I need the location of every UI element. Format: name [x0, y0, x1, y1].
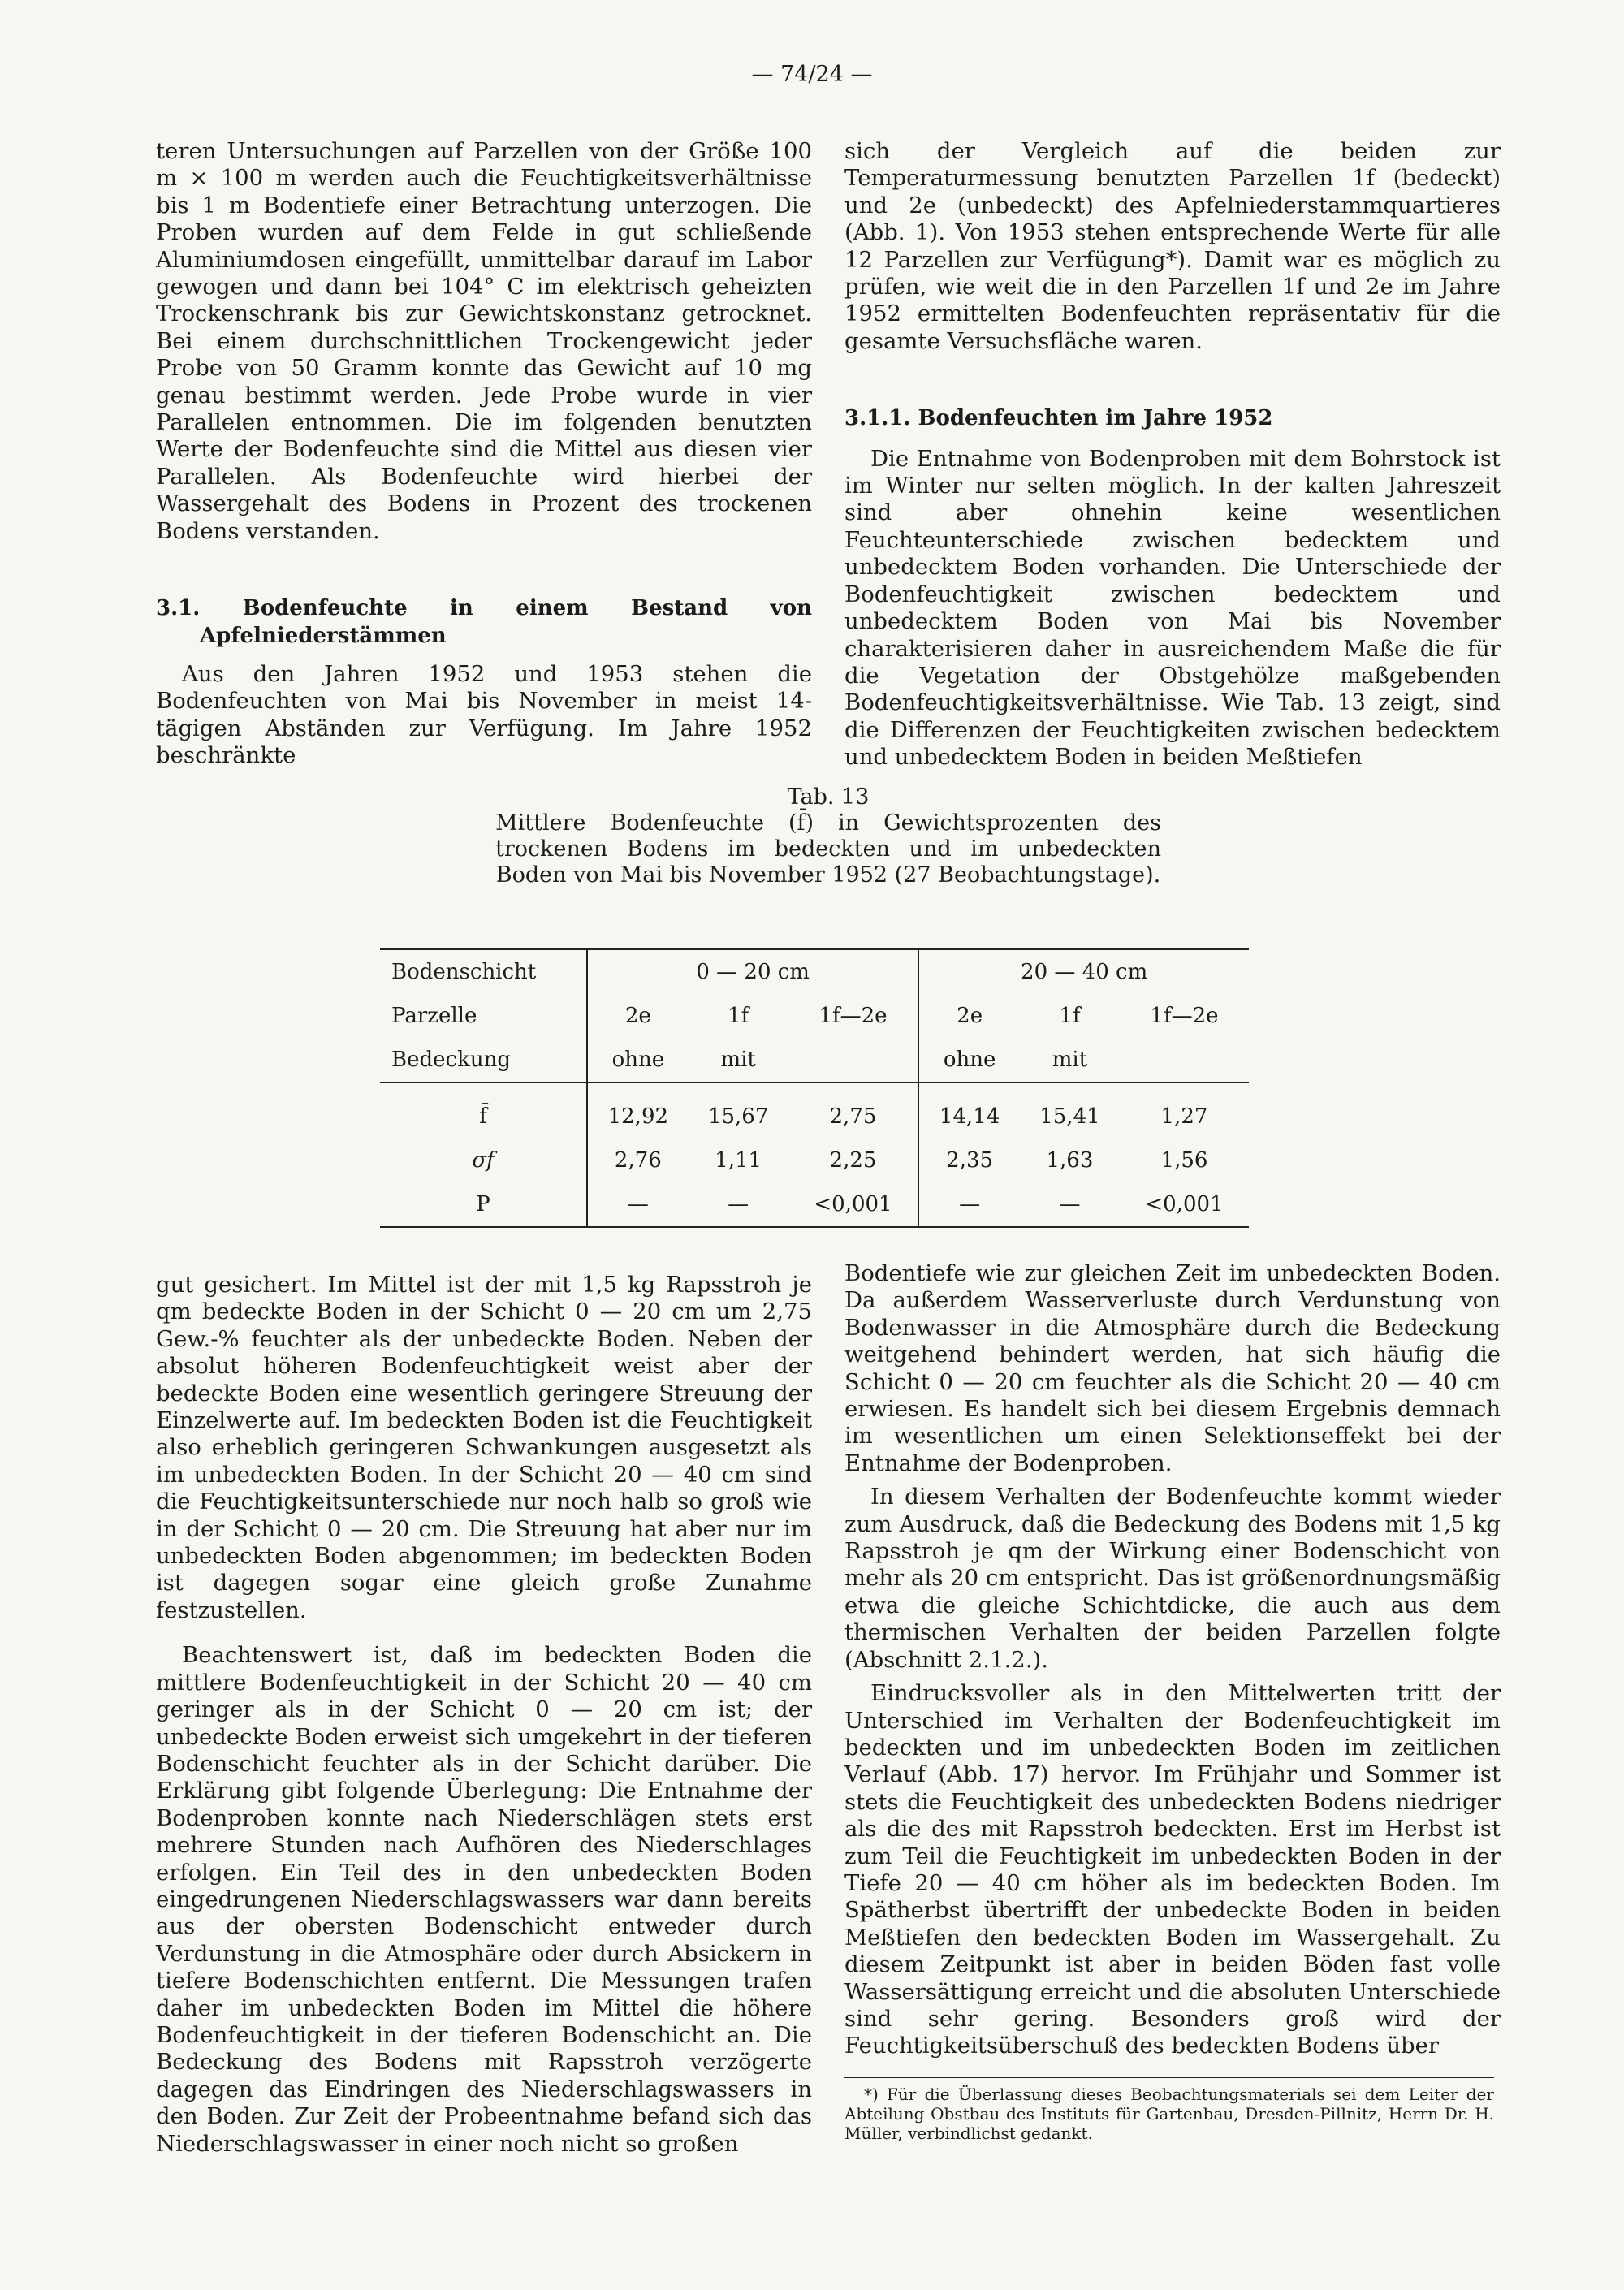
- table-number: Tab. 13: [787, 784, 870, 810]
- row-label: Bodenschicht: [380, 949, 587, 994]
- footnote-text: *) Für die Überlassung dieses Beobachtungsmaterials sei dem Leiter der Abteilung Obstbau des Instituts für Gartenbau, Dresden-Pillnitz, Herrn Dr. H. Müller, verbindlichst gedankt.: [844, 2085, 1494, 2143]
- page-number: — 74/24 —: [751, 62, 873, 87]
- table-cell: <0,001: [1120, 1182, 1249, 1227]
- row-label: Parzelle: [380, 994, 587, 1038]
- table-cell: 12,92: [607, 1104, 669, 1129]
- table-cell: —: [689, 1182, 788, 1227]
- bedeckung-cell: [788, 1038, 919, 1082]
- paragraph: gut gesichert. Im Mittel ist der mit 1,5 kg Rapsstroh je qm bedeckte Boden in der Schicht 0 — 20 cm um 2,75 Gew.-% feuchter als der unbedeckte Boden. Neben der absolut höheren Bodenfeuchtigkeit weist aber der bedeckte Boden eine wesentlich geringere Streuung der Einzelwerte auf. Im bedeckten Boden ist die Feuchtigkeit also erheblich geringeren Schwankungen ausgesetzt als im unbedeckten Boden. In der Schicht 20 — 40 cm sind die Feuchtigkeitsunterschiede nur noch halb so groß wie in der Schicht 0 — 20 cm. Die Streuung hat aber nur im unbedeckten Boden abgenommen; im bedeckten Boden ist dagegen sogar eine gleich große Zunahme festzustellen.: [156, 1272, 812, 1623]
- table-cell: 1,56: [1160, 1148, 1208, 1173]
- parzelle-cell: 2e: [957, 1004, 983, 1028]
- table-cell: 2,35: [946, 1148, 994, 1173]
- table-cell: 2,76: [614, 1148, 662, 1173]
- column-right-bottom: [844, 1260, 1501, 2060]
- row-label: P: [380, 1182, 587, 1227]
- table-cell: <0,001: [788, 1182, 919, 1227]
- table-13: [380, 948, 1249, 1228]
- column-left-bottom: [156, 1272, 812, 2158]
- section-heading-3-1: [156, 595, 812, 650]
- heading-number: 3.1.: [156, 596, 201, 621]
- depth-header: 20 — 40 cm: [918, 949, 1249, 994]
- heading-number: 3.1.1.: [844, 406, 911, 431]
- table-cell: 2,25: [788, 1139, 919, 1182]
- paragraph: Eindrucksvoller als in den Mittelwerten tritt der Unterschied im Verhalten der Bodenfeuchtigkeit im bedeckten und im unbedeckten Boden im zeitlichen Verlauf (Abb. 17) hervor. Im Frühjahr und Sommer ist stets die Feuchtigkeit des unbedeckten Bodens niedriger als die des mit Rapsstroh bedeckten. Erst im Herbst ist zum Teil die Feuchtigkeit im unbedeckten Boden in der Tiefe 20 — 40 cm höher als im bedeckten Boden. Im Spätherbst übertrifft der unbedeckte Boden in beiden Meßtiefen den bedeckten Boden im Wassergehalt. Zu diesem Zeitpunkt ist aber in beiden Böden fast volle Wassersättigung erreicht und die absoluten Unterschiede sind sehr gering. Besonders groß wird der Feuchtigkeitsüberschuß des bedeckten Bodens über: [844, 1680, 1501, 2059]
- bedeckung-cell: [1120, 1038, 1249, 1082]
- bedeckung-cell: ohne: [918, 1038, 1020, 1082]
- depth-header: 0 — 20 cm: [587, 949, 918, 994]
- table-cell: —: [918, 1182, 1020, 1227]
- column-right-top: [844, 138, 1501, 771]
- paragraph: teren Untersuchungen auf Parzellen von der Größe 100 m × 100 m werden auch die Feuchtigkeitsverhältnisse bis 1 m Bodentiefe einer Betrachtung unterzogen. Die Proben wurden auf dem Felde in gut schließende Aluminiumdosen eingefüllt, unmittelbar darauf im Labor gewogen und dann bei 104° C im elektrisch geheizten Trockenschrank bis zur Gewichtskonstanz getrocknet. Bei einem durchschnittlichen Trockengewicht jeder Probe von 50 Gramm konnte das Gewicht auf 10 mg genau bestimmt werden. Jede Probe wurde in vier Parallelen entnommen. Die im folgenden benutzten Werte der Bodenfeuchte sind die Mittel aus diesen vier Parallelen. Als Bodenfeuchte wird hierbei der Wassergehalt des Bodens in Prozent des trockenen Bodens verstanden.: [156, 138, 812, 544]
- paragraph: Die Entnahme von Bodenproben mit dem Bohrstock ist im Winter nur selten möglich. In der kalten Jahreszeit sind aber ohnehin keine wesentlichen Feuchteunterschiede zwischen bedecktem und unbedecktem Boden vorhanden. Die Unterschiede der Bodenfeuchtigkeit zwischen bedecktem und unbedecktem Boden von Mai bis November charakterisieren daher in ausreichendem Maße die für die Vegetation der Obstgehölze maßgebenden Bodenfeuchtigkeitsverhältnisse. Wie Tab. 13 zeigt, sind die Differenzen der Feuchtigkeiten zwischen bedecktem und unbedecktem Boden in beiden Meßtiefen: [844, 445, 1501, 771]
- table-cell: —: [1020, 1182, 1120, 1227]
- paragraph: Aus den Jahren 1952 und 1953 stehen die Bodenfeuchten von Mai bis November in meist 14-tägigen Abständen zur Verfügung. Im Jahre 1952 beschränkte: [156, 660, 812, 769]
- table-cell: 1,27: [1160, 1104, 1208, 1129]
- row-label: f̄: [380, 1082, 587, 1139]
- table-caption-text: Mittlere Bodenfeuchte (f̄) in Gewichtsprozenten des trockenen Bodens im bedeckten und im unbedeckten Boden von Mai bis November 1952 (27 Beobachtungstage).: [495, 810, 1161, 888]
- parzelle-cell: 1f—2e: [788, 994, 919, 1038]
- row-label: Bedeckung: [380, 1038, 587, 1082]
- paragraph: In diesem Verhalten der Bodenfeuchte kommt wieder zum Ausdruck, daß die Bedeckung des Bodens mit 1,5 kg Rapsstroh je qm der Wirkung einer Bodenschicht von mehr als 20 cm entspricht. Das ist größenordnungsmäßig etwa die gleiche Schichtdicke, die auch aus dem thermischen Verhalten der beiden Parzellen folgte (Abschnitt 2.1.2.).: [844, 1484, 1501, 1673]
- table-cell: —: [587, 1182, 689, 1227]
- parzelle-cell: 1f: [1059, 1004, 1081, 1028]
- bedeckung-cell: mit: [1020, 1038, 1120, 1082]
- table-cell: 1,63: [1046, 1148, 1094, 1173]
- row-label: σf: [380, 1139, 587, 1182]
- column-left-top: [156, 138, 812, 770]
- paragraph: Bodentiefe wie zur gleichen Zeit im unbedeckten Boden. Da außerdem Wasserverluste durch Verdunstung von Bodenwasser in die Atmosphäre durch die Bedeckung weitgehend behindert werden, hat sich häufig die Schicht 0 — 20 cm feuchter als die Schicht 20 — 40 cm erwiesen. Es handelt sich bei diesem Ergebnis demnach im wesentlichen um einen Selektionseffekt bei der Entnahme der Bodenproben.: [844, 1260, 1501, 1476]
- table-cell: 2,75: [788, 1082, 919, 1139]
- table-cell: 1,11: [715, 1148, 762, 1173]
- parzelle-cell: 1f: [728, 1004, 749, 1028]
- bedeckung-cell: ohne: [587, 1038, 689, 1082]
- table-caption: [495, 784, 1161, 888]
- table-cell: 15,67: [707, 1104, 769, 1129]
- bedeckung-cell: mit: [689, 1038, 788, 1082]
- table-cell: 15,41: [1039, 1104, 1100, 1129]
- parzelle-cell: 2e: [624, 1004, 651, 1028]
- heading-text: Bodenfeuchte in einem Bestand von Apfelniederstämmen: [200, 596, 812, 648]
- parzelle-cell: 1f—2e: [1150, 1004, 1219, 1028]
- paragraph: Beachtenswert ist, daß im bedeckten Boden die mittlere Bodenfeuchtigkeit in der Schicht 20 — 40 cm geringer als in der Schicht 0 — 20 cm ist; der unbedeckte Boden erweist sich umgekehrt in der tieferen Bodenschicht feuchter als in der Schicht darüber. Die Erklärung gibt folgende Überlegung: Die Entnahme der Bodenproben konnte nach Niederschlägen stets erst mehrere Stunden nach Aufhören des Niederschlages erfolgen. Ein Teil des in den unbedeckten Boden eingedrungenen Niederschlagswassers war dann bereits aus der obersten Bodenschicht entweder durch Verdunstung in die Atmosphäre oder durch Absickern in tiefere Bodenschichten entfernt. Die Messungen trafen daher im unbedeckten Boden im Mittel die höhere Bodenfeuchtigkeit in der tieferen Bodenschicht an. Die Bedeckung des Bodens mit Rapsstroh verzögerte dagegen das Eindringen des Niederschlagswassers in den Boden. Zur Zeit der Probeentnahme befand sich das Niederschlagswasser in einer noch nicht so großen: [156, 1642, 812, 2157]
- paragraph: sich der Vergleich auf die beiden zur Temperaturmessung benutzten Parzellen 1f (bedeckt) und 2e (unbedeckt) des Apfelniederstammquartieres (Abb. 1). Von 1953 stehen entsprechende Werte für alle 12 Parzellen zur Verfügung*). Damit war es möglich zu prüfen, wie weit die in den Parzellen 1f und 2e im Jahre 1952 ermittelten Bodenfeuchten repräsentativ für die gesamte Versuchsfläche waren.: [844, 138, 1501, 354]
- heading-text: Bodenfeuchten im Jahre 1952: [918, 406, 1273, 431]
- table-cell: 14,14: [939, 1104, 1000, 1129]
- section-heading-3-1-1: [844, 405, 1501, 432]
- footnote: [844, 2077, 1494, 2143]
